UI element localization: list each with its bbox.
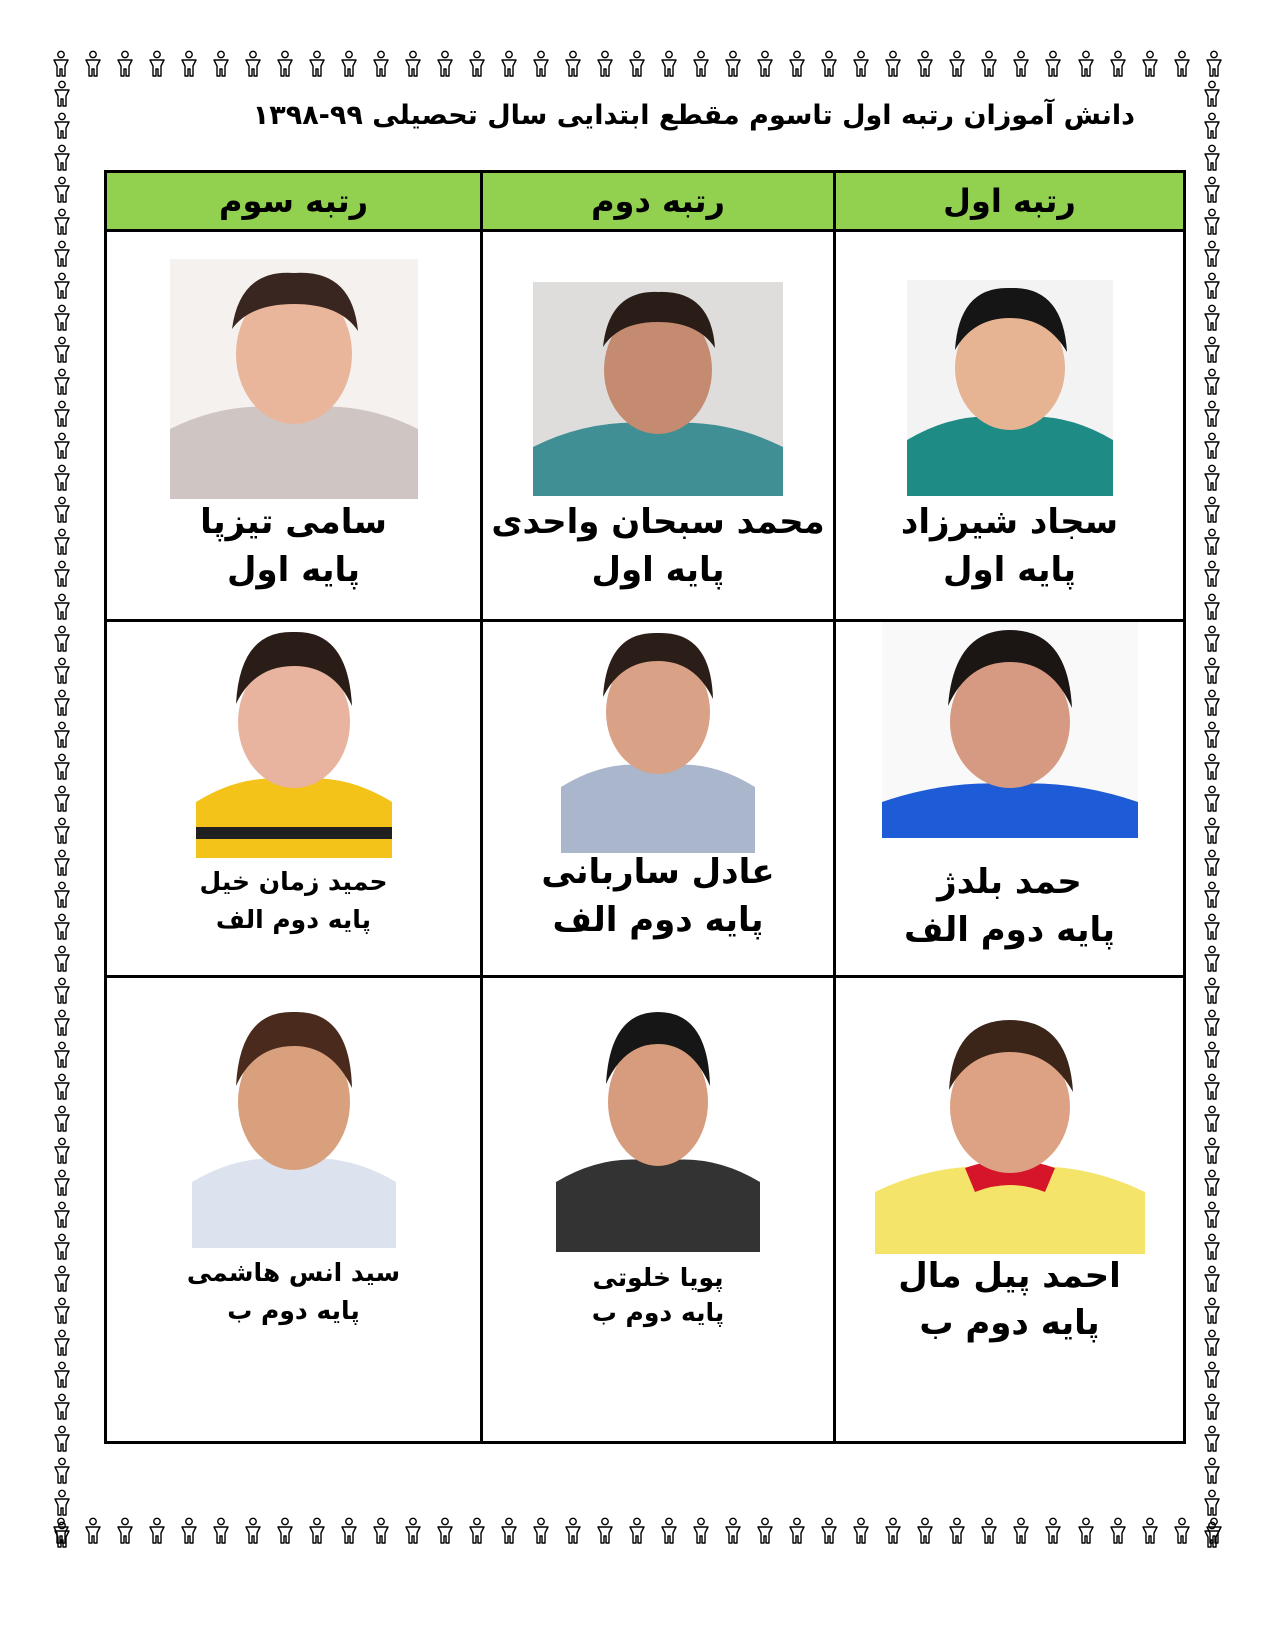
person-figure-icon	[51, 464, 73, 492]
person-figure-icon	[1201, 849, 1223, 877]
person-figure-icon	[51, 208, 73, 236]
student-grade: پایه دوم ب	[591, 1298, 725, 1327]
person-figure-icon	[434, 1517, 456, 1545]
student-name: سجاد شیرزاد	[900, 502, 1119, 542]
person-figure-icon	[51, 1393, 73, 1421]
person-figure-icon	[306, 50, 328, 78]
person-figure-icon	[51, 368, 73, 396]
person-figure-icon	[1201, 1329, 1223, 1357]
student-card	[836, 622, 1183, 978]
person-figure-icon	[1201, 1457, 1223, 1485]
person-figure-icon	[274, 1517, 296, 1545]
person-figure-icon	[51, 1521, 73, 1549]
person-figure-icon	[51, 1009, 73, 1037]
person-figure-icon	[1201, 593, 1223, 621]
person-figure-icon	[146, 50, 168, 78]
person-figure-icon	[1010, 50, 1032, 78]
person-figure-icon	[1107, 50, 1129, 78]
person-figure-icon	[1201, 1201, 1223, 1229]
person-figure-icon	[722, 50, 744, 78]
person-figure-icon	[754, 1517, 776, 1545]
student-name: سامی تیزپا	[200, 502, 387, 542]
person-figure-icon	[51, 1105, 73, 1133]
person-figure-icon	[1201, 1009, 1223, 1037]
person-figure-icon	[498, 50, 520, 78]
person-figure-icon	[1201, 368, 1223, 396]
person-figure-icon	[51, 144, 73, 172]
student-card	[483, 978, 836, 1441]
person-figure-icon	[51, 432, 73, 460]
person-figure-icon	[1171, 1517, 1193, 1545]
person-figure-icon	[1201, 913, 1223, 941]
person-figure-icon	[1201, 112, 1223, 140]
person-figure-icon	[1042, 50, 1064, 78]
person-figure-icon	[402, 50, 424, 78]
person-figure-icon	[370, 1517, 392, 1545]
person-figure-icon	[818, 1517, 840, 1545]
student-photo	[196, 622, 392, 858]
student-photo	[556, 1002, 760, 1252]
header-rank-2: رتبه دوم	[483, 173, 836, 232]
person-figure-icon	[51, 593, 73, 621]
student-photo	[875, 1002, 1145, 1254]
person-figure-icon	[338, 50, 360, 78]
person-figure-icon	[1201, 464, 1223, 492]
person-figure-icon	[1201, 1489, 1223, 1517]
person-figure-icon	[594, 50, 616, 78]
person-figure-icon	[51, 913, 73, 941]
person-figure-icon	[1201, 785, 1223, 813]
border-right	[1198, 80, 1226, 1550]
student-card	[107, 978, 483, 1441]
person-figure-icon	[1042, 1517, 1064, 1545]
student-photo	[882, 622, 1138, 838]
person-figure-icon	[1201, 1297, 1223, 1325]
student-photo	[907, 280, 1113, 496]
person-figure-icon	[658, 50, 680, 78]
person-figure-icon	[1075, 1517, 1097, 1545]
person-figure-icon	[51, 1457, 73, 1485]
person-figure-icon	[51, 785, 73, 813]
person-figure-icon	[1201, 80, 1223, 108]
person-figure-icon	[1171, 50, 1193, 78]
person-figure-icon	[1201, 625, 1223, 653]
person-figure-icon	[51, 689, 73, 717]
person-figure-icon	[434, 50, 456, 78]
person-figure-icon	[562, 50, 584, 78]
person-figure-icon	[914, 50, 936, 78]
person-figure-icon	[402, 1517, 424, 1545]
person-figure-icon	[51, 625, 73, 653]
student-name: عادل ساربانی	[541, 852, 775, 892]
person-figure-icon	[1201, 560, 1223, 588]
student-name: پویا خلوتی	[592, 1263, 724, 1292]
person-figure-icon	[242, 1517, 264, 1545]
person-figure-icon	[51, 560, 73, 588]
person-figure-icon	[1010, 1517, 1032, 1545]
person-figure-icon	[1201, 977, 1223, 1005]
person-figure-icon	[51, 336, 73, 364]
person-figure-icon	[1201, 176, 1223, 204]
person-figure-icon	[1201, 1169, 1223, 1197]
person-figure-icon	[51, 240, 73, 268]
person-figure-icon	[50, 50, 72, 78]
person-figure-icon	[1201, 657, 1223, 685]
person-figure-icon	[1201, 1521, 1223, 1549]
person-figure-icon	[1107, 1517, 1129, 1545]
person-figure-icon	[178, 1517, 200, 1545]
person-figure-icon	[51, 528, 73, 556]
person-figure-icon	[946, 1517, 968, 1545]
person-figure-icon	[274, 50, 296, 78]
person-figure-icon	[626, 50, 648, 78]
person-figure-icon	[1139, 1517, 1161, 1545]
person-figure-icon	[1075, 50, 1097, 78]
person-figure-icon	[51, 657, 73, 685]
person-figure-icon	[1201, 1393, 1223, 1421]
student-card	[836, 232, 1183, 622]
person-figure-icon	[882, 1517, 904, 1545]
student-grade: پایه دوم ب	[227, 1296, 360, 1325]
student-grade: پایه دوم الف	[552, 900, 764, 940]
person-figure-icon	[1201, 240, 1223, 268]
student-grade: پایه اول	[226, 550, 361, 590]
person-figure-icon	[1201, 753, 1223, 781]
person-figure-icon	[51, 977, 73, 1005]
person-figure-icon	[51, 1361, 73, 1389]
page-title: دانش آموزان رتبه اول تاسوم مقطع ابتدایی سال تحصیلی ۹۹-۱۳۹۸	[252, 100, 1135, 131]
student-grade: پایه اول	[942, 550, 1077, 590]
person-figure-icon	[914, 1517, 936, 1545]
person-figure-icon	[51, 753, 73, 781]
person-figure-icon	[82, 50, 104, 78]
person-figure-icon	[114, 50, 136, 78]
student-name: حمد بلدژ	[937, 862, 1082, 902]
person-figure-icon	[51, 1265, 73, 1293]
person-figure-icon	[51, 176, 73, 204]
person-figure-icon	[850, 50, 872, 78]
person-figure-icon	[51, 1169, 73, 1197]
person-figure-icon	[51, 1297, 73, 1325]
student-card	[107, 622, 483, 978]
person-figure-icon	[466, 50, 488, 78]
person-figure-icon	[51, 1233, 73, 1261]
person-figure-icon	[978, 1517, 1000, 1545]
person-figure-icon	[1201, 689, 1223, 717]
person-figure-icon	[210, 1517, 232, 1545]
person-figure-icon	[1203, 50, 1225, 78]
header-rank-1: رتبه اول	[836, 173, 1183, 232]
person-figure-icon	[1201, 945, 1223, 973]
person-figure-icon	[82, 1517, 104, 1545]
person-figure-icon	[146, 1517, 168, 1545]
person-figure-icon	[1201, 1425, 1223, 1453]
person-figure-icon	[1201, 1041, 1223, 1069]
person-figure-icon	[786, 50, 808, 78]
person-figure-icon	[51, 881, 73, 909]
person-figure-icon	[1201, 817, 1223, 845]
person-figure-icon	[1201, 1137, 1223, 1165]
person-figure-icon	[1201, 721, 1223, 749]
student-photo	[170, 259, 418, 499]
person-figure-icon	[51, 1489, 73, 1517]
person-figure-icon	[882, 50, 904, 78]
person-figure-icon	[1201, 336, 1223, 364]
person-figure-icon	[51, 1329, 73, 1357]
person-figure-icon	[850, 1517, 872, 1545]
person-figure-icon	[51, 1073, 73, 1101]
honor-table	[104, 170, 1186, 1444]
person-figure-icon	[722, 1517, 744, 1545]
student-name: محمد سبحان واحدی	[491, 502, 825, 542]
person-figure-icon	[51, 721, 73, 749]
person-figure-icon	[1201, 304, 1223, 332]
person-figure-icon	[1139, 50, 1161, 78]
person-figure-icon	[658, 1517, 680, 1545]
person-figure-icon	[978, 50, 1000, 78]
person-figure-icon	[946, 50, 968, 78]
border-bottom	[50, 1515, 1225, 1547]
student-name: حمید زمان خیل	[199, 867, 388, 896]
person-figure-icon	[370, 50, 392, 78]
person-figure-icon	[562, 1517, 584, 1545]
person-figure-icon	[51, 817, 73, 845]
student-grade: پایه دوم ب	[919, 1303, 1100, 1343]
header-rank-3: رتبه سوم	[107, 173, 483, 232]
person-figure-icon	[51, 849, 73, 877]
person-figure-icon	[690, 50, 712, 78]
person-figure-icon	[498, 1517, 520, 1545]
person-figure-icon	[51, 496, 73, 524]
person-figure-icon	[818, 50, 840, 78]
person-figure-icon	[1201, 1361, 1223, 1389]
person-figure-icon	[754, 50, 776, 78]
person-figure-icon	[306, 1517, 328, 1545]
student-card	[483, 232, 836, 622]
student-name: سید انس هاشمی	[186, 1258, 401, 1287]
person-figure-icon	[51, 272, 73, 300]
border-left	[48, 80, 76, 1550]
person-figure-icon	[530, 1517, 552, 1545]
person-figure-icon	[530, 50, 552, 78]
person-figure-icon	[338, 1517, 360, 1545]
person-figure-icon	[1201, 1105, 1223, 1133]
person-figure-icon	[51, 304, 73, 332]
student-card	[836, 978, 1183, 1441]
person-figure-icon	[690, 1517, 712, 1545]
person-figure-icon	[242, 50, 264, 78]
person-figure-icon	[1201, 144, 1223, 172]
person-figure-icon	[1201, 432, 1223, 460]
person-figure-icon	[51, 945, 73, 973]
person-figure-icon	[466, 1517, 488, 1545]
person-figure-icon	[1201, 1233, 1223, 1261]
person-figure-icon	[1201, 528, 1223, 556]
person-figure-icon	[594, 1517, 616, 1545]
person-figure-icon	[51, 1425, 73, 1453]
person-figure-icon	[1201, 881, 1223, 909]
person-figure-icon	[210, 50, 232, 78]
person-figure-icon	[51, 1201, 73, 1229]
student-grade: پایه دوم الف	[903, 910, 1115, 950]
student-name: احمد پیل مال	[898, 1256, 1121, 1296]
student-photo	[192, 1002, 396, 1248]
border-top	[50, 48, 1225, 80]
person-figure-icon	[51, 80, 73, 108]
person-figure-icon	[786, 1517, 808, 1545]
person-figure-icon	[51, 400, 73, 428]
student-grade: پایه دوم الف	[215, 905, 372, 934]
student-card	[107, 232, 483, 622]
student-photo	[533, 282, 783, 496]
person-figure-icon	[51, 1041, 73, 1069]
person-figure-icon	[51, 112, 73, 140]
person-figure-icon	[1201, 1073, 1223, 1101]
student-card	[483, 622, 836, 978]
person-figure-icon	[626, 1517, 648, 1545]
student-grade: پایه اول	[591, 550, 725, 590]
person-figure-icon	[51, 1137, 73, 1165]
person-figure-icon	[1201, 208, 1223, 236]
person-figure-icon	[1201, 496, 1223, 524]
person-figure-icon	[1201, 400, 1223, 428]
person-figure-icon	[1201, 272, 1223, 300]
person-figure-icon	[1201, 1265, 1223, 1293]
person-figure-icon	[114, 1517, 136, 1545]
student-photo	[561, 627, 755, 853]
person-figure-icon	[178, 50, 200, 78]
